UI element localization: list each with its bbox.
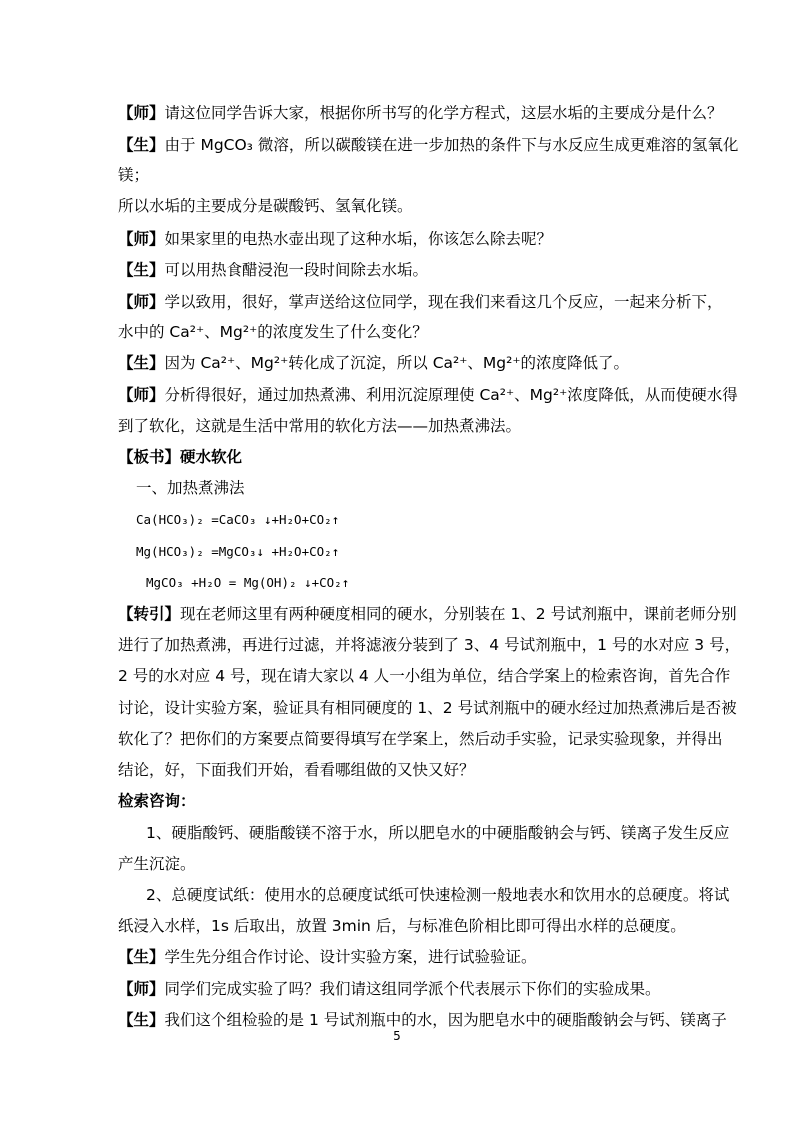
page-number: 5	[393, 1029, 401, 1043]
paragraph-line: 【生】由于 MgCO₃ 微溶，所以碳酸镁在进一步加热的条件下与水反应生成更难溶的氢氧化	[118, 136, 739, 154]
paragraph-line: 软化了？把你们的方案要点简要得填写在学案上，然后动手实验，记录实验现象，并得出	[118, 730, 723, 748]
paragraph-line: 所以水垢的主要成分是碳酸钙、氢氧化镁。	[118, 197, 413, 215]
method-heading: 一、加热煮沸法	[136, 479, 245, 497]
paragraph-line: 【师】分析得很好，通过加热煮沸、利用沉淀原理使 Ca²⁺、Mg²⁺浓度降低，从而使硬水得	[118, 386, 738, 404]
paragraph-line: 【生】可以用热食醋浸泡一段时间除去水垢。	[118, 261, 429, 279]
paragraph-line: 【师】请这位同学告诉大家，根据你所书写的化学方程式，这层水垢的主要成分是什么？	[118, 104, 723, 122]
paragraph-line: 【生】因为 Ca²⁺、Mg²⁺转化成了沉淀，所以 Ca²⁺、Mg²⁺的浓度降低了。	[118, 354, 630, 372]
paragraph-line: 镁；	[118, 166, 150, 184]
paragraph-line: 【生】我们这个组检验的是 1 号试剂瓶中的水，因为肥皂水中的硬脂酸钠会与钙、镁离子	[118, 1011, 727, 1029]
paragraph-line: 【生】学生先分组合作讨论、设计实验方案，进行试验验证。	[118, 948, 537, 966]
paragraph-line: 1、硬脂酸钙、硬脂酸镁不溶于水，所以肥皂水的中硬脂酸钠会与钙、镁离子发生反应	[146, 824, 730, 842]
paragraph-line: 水中的 Ca²⁺、Mg²⁺的浓度发生了什么变化？	[118, 323, 428, 341]
board-heading: 【板书】硬水软化	[118, 448, 243, 466]
equation: Mg(HCO₃)₂ =MgCO₃↓ +H₂O+CO₂↑	[136, 544, 340, 559]
paragraph-line: 【师】如果家里的电热水壶出现了这种水垢，你该怎么除去呢？	[118, 230, 553, 248]
section-heading: 检索咨询：	[118, 792, 196, 810]
paragraph-line: 产生沉淀。	[118, 855, 196, 873]
paragraph-line: 讨论，设计实验方案，验证具有相同硬度的 1、2 号试剂瓶中的硬水经过加热煮沸后是否被	[118, 699, 737, 717]
paragraph-line: 2 号的水对应 4 号，现在请大家以 4 人一小组为单位，结合学案上的检索咨询，首先合作	[118, 667, 731, 685]
paragraph-line: 结论，好，下面我们开始，看看哪组做的又快又好？	[118, 761, 475, 779]
equation: Ca(HCO₃)₂ =CaCO₃ ↓+H₂O+CO₂↑	[136, 512, 340, 527]
paragraph-line: 【师】同学们完成实验了吗？我们请这组同学派个代表展示下你们的实验成果。	[118, 980, 661, 998]
paragraph-line: 2、总硬度试纸：使用水的总硬度试纸可快速检测一般地表水和饮用水的总硬度。将试	[146, 886, 730, 904]
paragraph-line: 【师】学以致用，很好，掌声送给这位同学，现在我们来看这几个反应，一起来分析下，	[118, 293, 723, 311]
paragraph-line: 到了软化，这就是生活中常用的软化方法——加热煮沸法。	[118, 417, 522, 435]
paragraph-line: 【转引】现在老师这里有两种硬度相同的硬水，分别装在 1、2 号试剂瓶中，课前老师分别	[118, 605, 737, 623]
paragraph-line: 纸浸入水样，1s 后取出，放置 3min 后，与标准色阶相比即可得出水样的总硬度。	[118, 917, 686, 935]
paragraph-line: 进行了加热煮沸，再进行过滤，并将滤液分装到了 3、4 号试剂瓶中，1 号的水对应 3 号，	[118, 636, 741, 654]
equation: MgCO₃ +H₂O = Mg(OH)₂ ↓+CO₂↑	[146, 575, 350, 590]
